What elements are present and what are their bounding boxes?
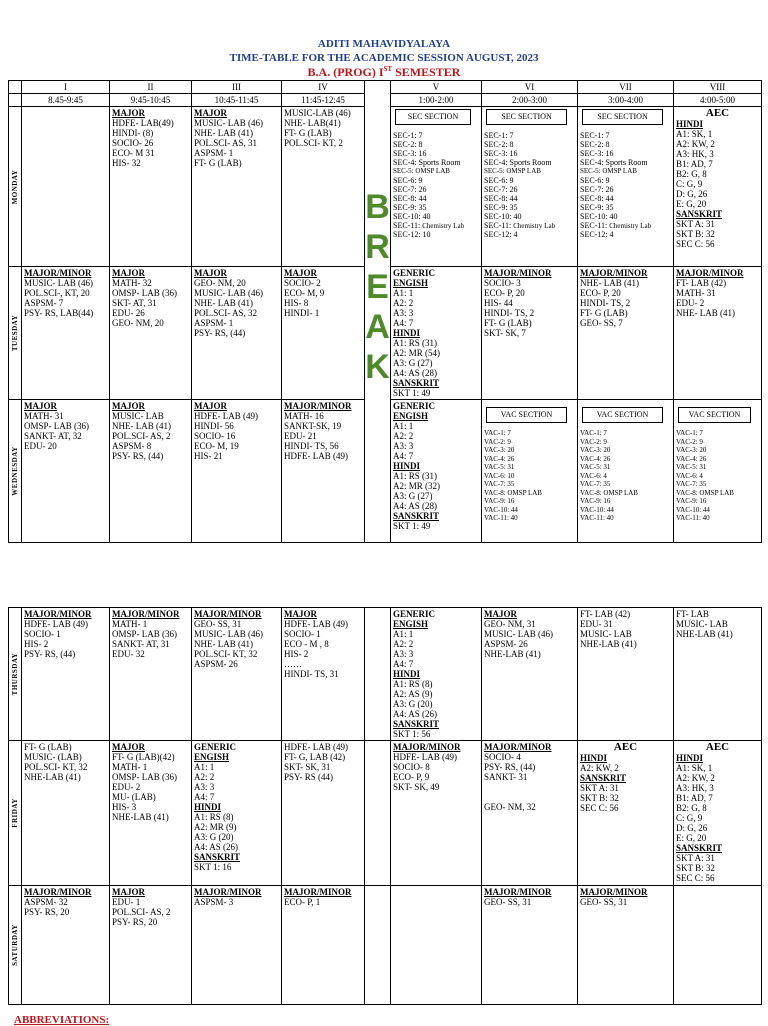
timetable-cell: GENERIC ENGISH A1: 1 A2: 2 A3: 3 A4: 7 HINDI A1: RS (8) A2: MR (9) A3: G (20) A4: AS (26) SANSKRIT SKT 1: 16 xyxy=(192,741,282,886)
timetable-cell: HDFE- LAB (49) FT- G, LAB (42) SKT- SK, 31 PSY- RS (44) xyxy=(282,741,365,886)
timetable-cell: MAJOR/MINOR MATH- 1 OMSP- LAB (36) SANKT- AT, 31 EDU- 32 xyxy=(110,608,192,741)
period-number: V xyxy=(391,81,482,94)
timetable-cell: MAJOR MUSIC- LAB NHE- LAB (41) POL.SCI- AS, 2 ASPSM- 8 PSY- RS, (44) xyxy=(110,400,192,543)
period-time: 10:45-11:45 xyxy=(192,94,282,107)
break-column xyxy=(365,741,391,886)
timetable-cell: VAC SECTION VAC-1: 7 VAC-2: 9 VAC-3: 20 VAC-4: 26 VAC-5: 31 VAC-6: 10 VAC-7: 35 VAC-8: OMSP LAB VAC-9: 16 VAC-10: 44 VAC-11: 40 xyxy=(482,400,578,543)
timetable-cell: AEC HINDI A2: KW, 2 SANSKRIT SKT A: 31 SKT B: 32 SEC C: 56 xyxy=(578,741,674,886)
period-number: II xyxy=(110,81,192,94)
timetable-cell: MAJOR FT- G (LAB)(42) MATH- 1 OMSP- LAB (36) EDU- 2 MU- (LAB) HIS- 3 NHE-LAB (41) xyxy=(110,741,192,886)
day-row-thursday xyxy=(9,608,762,741)
timetable-cell: MAJOR/MINOR SOCIO- 3 ECO- P, 20 HIS- 44 HINDI- TS, 2 FT- G (LAB) SKT- SK, 7 xyxy=(482,267,578,400)
timetable-cell: SEC SECTION SEC-1: 7 SEC-2: 8 SEC-3: 16 SEC-4: Sports Room SEC-5: OMSP LAB SEC-6: 9 SEC-7: 26 SEC-8: 44 SEC-9: 35 SEC-10: 40 SEC-11: Chemistry Lab SEC-12: 4 xyxy=(578,107,674,267)
period-number: VI xyxy=(482,81,578,94)
semester-title: B.A. (PROG) IST SEMESTER xyxy=(307,65,461,79)
timetable-cell: FT- LAB (42) EDU- 31 MUSIC- LAB NHE-LAB (41) xyxy=(578,608,674,741)
timetable-cell: SEC SECTION SEC-1: 7 SEC-2: 8 SEC-3: 16 SEC-4: Sports Room SEC-5: OMSP LAB SEC-6: 9 SEC-7: 26 SEC-8: 44 SEC-9: 35 SEC-10: 40 SEC-11: Chemistry Lab SEC-12: 4 xyxy=(482,107,578,267)
timetable-cell: AEC HINDI A1: SK, 1 A2: KW, 2 A3: HK, 3 B1: AD, 7 B2: G, 8 C: G, 9 D: G, 26 E: G, 20 SANSKRIT SKT A: 31 SKT B: 32 SEC C: 56 xyxy=(674,741,762,886)
timetable-cell: MAJOR/MINOR NHE- LAB (41) ECO- P, 20 HINDI- TS, 2 FT- G (LAB) GEO- SS, 7 xyxy=(578,267,674,400)
timetable-cell: MAJOR/MINOR HDFE- LAB (49) SOCIO- 1 HIS- 2 PSY- RS, (44) xyxy=(22,608,110,741)
timetable-cell: MAJOR MATH- 32 OMSP- LAB (36) SKT- AT, 31 EDU- 26 GEO- NM, 20 xyxy=(110,267,192,400)
period-number: III xyxy=(192,81,282,94)
period-number: VIII xyxy=(674,81,762,94)
break-column xyxy=(365,81,391,543)
break-letter: R xyxy=(365,228,390,266)
period-number: VII xyxy=(578,81,674,94)
period-number-row xyxy=(9,81,762,94)
day-row-friday xyxy=(9,741,762,886)
timetable-cell: MAJOR/MINOR ECO- P, 1 xyxy=(282,886,365,1005)
vac-section-box: VAC SECTION xyxy=(678,407,751,423)
period-time: 1:00-2:00 xyxy=(391,94,482,107)
timetable-part-2 xyxy=(8,607,762,1005)
period-time: 11:45-12:45 xyxy=(282,94,365,107)
timetable-cell: MAJOR/MINOR GEO- SS, 31 xyxy=(578,886,674,1005)
timetable-cell: MAJOR HDFE- LAB (49) SOCIO- 1 ECO - M , 8 HIS- 2 …… HINDI- TS, 31 xyxy=(282,608,365,741)
sec-section-box: SEC SECTION xyxy=(582,109,663,125)
day-row-saturday xyxy=(9,886,762,1005)
period-time: 9:45-10:45 xyxy=(110,94,192,107)
abbreviations-heading: ABBREVIATIONS: xyxy=(14,1014,110,1026)
period-time: 2:00-3:00 xyxy=(482,94,578,107)
timetable-cell: GENERIC ENGISH A1: 1 A2: 2 A3: 3 A4: 7 HINDI A1: RS (31) A2: MR (32) A3: G (27) A4: AS (28) SANSKRIT SKT 1: 49 xyxy=(391,400,482,543)
timetable-cell: MAJOR/MINOR ASPSM- 32 PSY- RS, 20 xyxy=(22,886,110,1005)
timetable-cell: MAJOR MUSIC- LAB (46) NHE- LAB (41) POL.SCI- AS, 31 ASPSM- 1 FT- G (LAB) xyxy=(192,107,282,267)
vac-section-box: VAC SECTION xyxy=(582,407,663,423)
day-label: FRIDAY xyxy=(9,741,22,886)
timetable-cell: VAC SECTION VAC-1: 7 VAC-2: 9 VAC-3: 20 VAC-4: 26 VAC-5: 31 VAC-6: 4 VAC-7: 35 VAC-8: OMSP LAB VAC-9: 16 VAC-10: 44 VAC-11: 40 xyxy=(578,400,674,543)
timetable-cell: GENERIC ENGISH A1: 1 A2: 2 A3: 3 A4: 7 HINDI A1: RS (31) A2: MR (54) A3: G (27) A4: AS (28) SANSKRIT SKT 1: 49 xyxy=(391,267,482,400)
timetable-cell: MAJOR/MINOR HDFE- LAB (49) SOCIO- 8 ECO- P, 9 SKT- SK, 49 xyxy=(391,741,482,886)
period-time: 4:00-5:00 xyxy=(674,94,762,107)
break-letter: A xyxy=(365,308,390,346)
timetable-cell: MAJOR GEO- NM, 31 MUSIC- LAB (46) ASPSM- 26 NHE-LAB (41) xyxy=(482,608,578,741)
timetable-cell: VAC SECTION VAC-1: 7 VAC-2: 9 VAC-3: 20 VAC-4: 26 VAC-5: 31 VAC-6: 4 VAC-7: 35 VAC-8: OMSP LAB VAC-9: 16 VAC-10: 44 VAC-11: 40 xyxy=(674,400,762,543)
timetable-cell: MAJOR/MINOR GEO- SS, 31 xyxy=(482,886,578,1005)
timetable-cell: MAJOR/MINOR FT- LAB (42) MATH- 31 EDU- 2 NHE- LAB (41) xyxy=(674,267,762,400)
timetable-cell: MAJOR MATH- 31 OMSP- LAB (36) SANKT- AT, 32 EDU- 20 xyxy=(22,400,110,543)
timetable-cell: MUSIC-LAB (46) NHE- LAB(41) FT- G (LAB) POL.SCI- KT, 2 xyxy=(282,107,365,267)
sec-section-box: SEC SECTION xyxy=(486,109,567,125)
timetable-cell: FT- G (LAB) MUSIC- (LAB) POL.SCI- KT, 32 NHE-LAB (41) xyxy=(22,741,110,886)
timetable-cell: MAJOR SOCIO- 2 ECO- M, 9 HIS- 8 HINDI- 1 xyxy=(282,267,365,400)
sec-section-box: SEC SECTION xyxy=(395,109,471,125)
timetable-cell: GENERIC ENGISH A1: 1 A2: 2 A3: 3 A4: 7 HINDI A1: RS (8) A2: AS (9) A3: G (20) A4: AS (26) SANSKRIT SKT 1: 56 xyxy=(391,608,482,741)
timetable-cell: MAJOR/MINOR ASPSM- 3 xyxy=(192,886,282,1005)
timetable-cell xyxy=(22,107,110,267)
timetable-cell: MAJOR/MINOR GEO- SS, 31 MUSIC- LAB (46) NHE- LAB (41) POL.SCI- KT, 32 ASPSM- 26 xyxy=(192,608,282,741)
timetable-title: TIME-TABLE FOR THE ACADEMIC SESSION AUGUST, 2023 xyxy=(229,52,539,64)
day-label: SATURDAY xyxy=(9,886,22,1005)
timetable-cell: MAJOR HDFE- LAB (49) HINDI- 56 SOCIO- 16 ECO- M, 19 HIS- 21 xyxy=(192,400,282,543)
timetable-cell: SEC SECTION SEC-1: 7 SEC-2: 8 SEC-3: 16 SEC-4: Sports Room SEC-5: OMSP LAB SEC-6: 9 SEC-7: 26 SEC-8: 44 SEC-9: 35 SEC-10: 40 SEC-11: Chemistry Lab SEC-12: 10 xyxy=(391,107,482,267)
period-time: 3:00-4:00 xyxy=(578,94,674,107)
timetable-cell: MAJOR HDFE- LAB(49) HINDI- (8) SOCIO- 26 ECO- M 31 HIS- 32 xyxy=(110,107,192,267)
break-letter: K xyxy=(365,348,390,386)
break-column xyxy=(365,886,391,1005)
break-letter: E xyxy=(366,268,389,306)
period-time: 8.45-9:45 xyxy=(22,94,110,107)
day-label: MONDAY xyxy=(9,107,22,267)
timetable-cell: MAJOR/MINOR MATH- 16 SANKT-SK, 19 EDU- 21 HINDI- TS, 56 HDFE- LAB (49) xyxy=(282,400,365,543)
timetable-cell: AEC HINDI A1: SK, 1 A2: KW, 2 A3: HK, 3 B1: AD, 7 B2: G, 8 C: G, 9 D: G, 26 E: G, 20 SANSKRIT SKT A: 31 SKT B: 32 SEC C: 56 xyxy=(674,107,762,267)
break-letter: B xyxy=(365,188,390,226)
college-name: ADITI MAHAVIDYALAYA xyxy=(317,38,451,50)
timetable-cell: MAJOR GEO- NM, 20 MUSIC- LAB (46) NHE- LAB (41) POL.SCI- AS, 32 ASPSM- 1 PSY- RS, (44) xyxy=(192,267,282,400)
timetable-cell: MAJOR EDU- 1 POL.SCI- AS, 2 PSY- RS, 20 xyxy=(110,886,192,1005)
day-label: TUESDAY xyxy=(9,267,22,400)
day-label: THURSDAY xyxy=(9,608,22,741)
break-column xyxy=(365,608,391,741)
timetable-cell: FT- LAB MUSIC- LAB NHE-LAB (41) xyxy=(674,608,762,741)
timetable-cell xyxy=(391,886,482,1005)
period-number: I xyxy=(22,81,110,94)
timetable-part-1 xyxy=(8,80,762,543)
period-number: IV xyxy=(282,81,365,94)
timetable-cell: MAJOR/MINOR MUSIC- LAB (46) POL.SCI-, KT, 20 ASPSM- 7 PSY- RS, LAB(44) xyxy=(22,267,110,400)
timetable-cell: MAJOR/MINOR SOCIO- 4 PSY- RS, (44) SANKT- 31 GEO- NM, 32 xyxy=(482,741,578,886)
timetable-cell xyxy=(674,886,762,1005)
vac-section-box: VAC SECTION xyxy=(486,407,567,423)
day-label: WEDNESDAY xyxy=(9,400,22,543)
